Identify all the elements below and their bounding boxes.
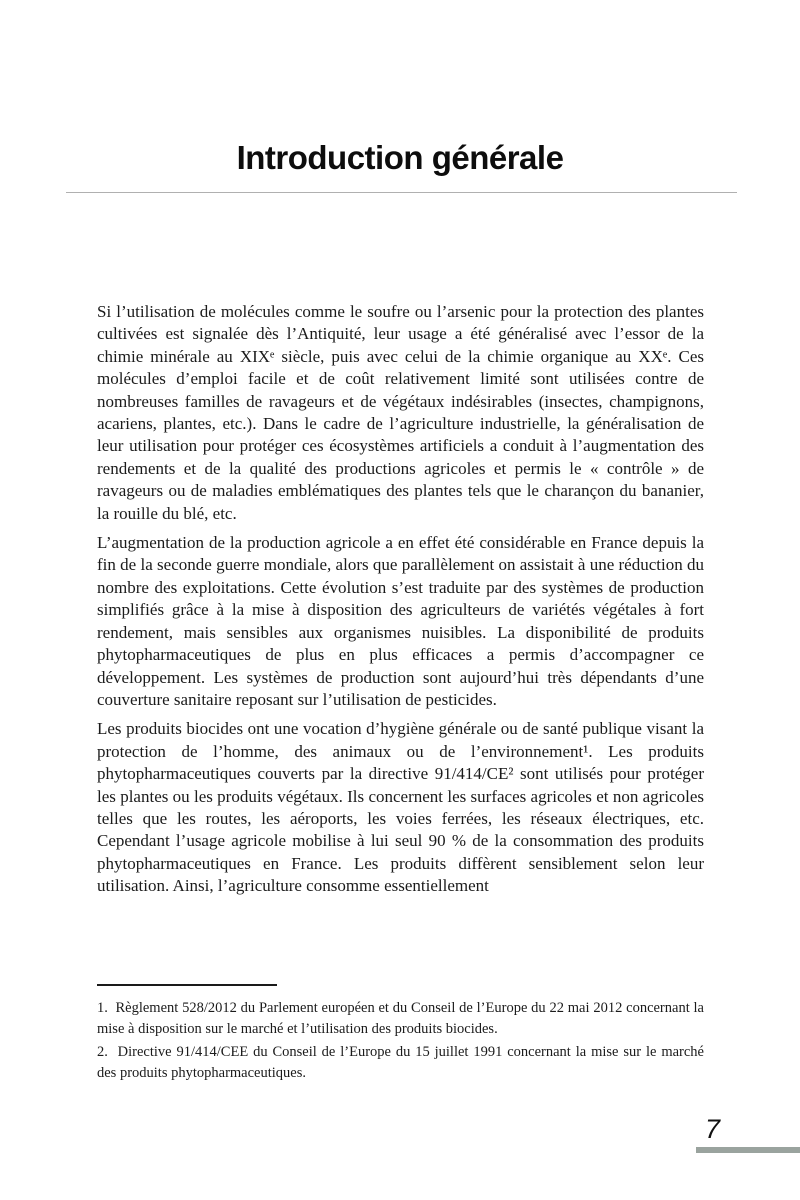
footnote-1: 1. Règlement 528/2012 du Parlement européen et du Conseil de l’Europe du 22 mai 2012 concernant la mise à disposition sur le marché et l’utilisation des produits biocides. (97, 1000, 704, 1037)
footer-decoration-bar (696, 1147, 800, 1153)
page-title: Introduction générale (236, 139, 564, 176)
paragraph-1: Si l’utilisation de molécules comme le soufre ou l’arsenic pour la protection des plantes cultivées est signalée dès l’Antiquité, leur usage a été généralisé avec l’essor de la chimie minérale au XIXᵉ siècle, puis avec celui de la chimie organique au XXᵉ. Ces molécules d’emploi facile et de coût relativement limité sont utilisées contre de nombreuses familles de ravageurs et de végétaux indésirables (insectes, champignons, acariens, plantes, etc.). Dans le cadre de l’agriculture industrielle, la généralisation de leur utilisation pour protéger ces écosystèmes artificiels a conduit à l’augmentation des rendements et de la qualité des productions agricoles et permis le « contrôle » de ravageurs ou de maladies emblématiques des plantes tels que le charançon du bananier, la rouille du blé, etc. (97, 302, 704, 523)
footnote-block (97, 984, 704, 1086)
footnote-2: 2. Directive 91/414/CEE du Conseil de l’Europe du 15 juillet 1991 concernant la mise sur le marché des produits phytopharmaceutiques. (97, 1044, 704, 1081)
page-number: 7 (704, 1114, 720, 1144)
title-divider-rule (66, 192, 737, 193)
paragraph-2: L’augmentation de la production agricole a en effet été considérable en France depuis la fin de la seconde guerre mondiale, alors que parallèlement on assistait à une réduction du nombre des exploitations. Cette évolution s’est traduite par des systèmes de production simplifiés grâce à la mise à disposition des agriculteurs de variétés végétales à fort rendement, mais sensibles aux organismes nuisibles. La disponibilité de produits phytopharmaceutiques de plus en plus efficaces a permis d’accompagner ce développement. Les systèmes de production sont aujourd’hui très dépendants d’une couverture sanitaire reposant sur l’utilisation de pesticides. (97, 533, 704, 709)
paragraph-3: Les produits biocides ont une vocation d’hygiène générale ou de santé publique visant la protection de l’homme, des animaux ou de l’environnement¹. Les produits phytopharmaceutiques couverts par la directive 91/414/CE² sont utilisés pour protéger les plantes ou les produits végétaux. Ils concernent les surfaces agricoles et non agricoles telles que les routes, les aéroports, les voies ferrées, les réseaux électriques, etc. Cependant l’usage agricole mobilise à lui seul 90 % de la consommation des produits phytopharmaceutiques en France. Les produits diffèrent sensiblement selon leur utilisation. Ainsi, l’agriculture consomme essentiellement (97, 719, 704, 896)
body-text (97, 301, 704, 905)
footnote-divider-rule (97, 984, 277, 986)
